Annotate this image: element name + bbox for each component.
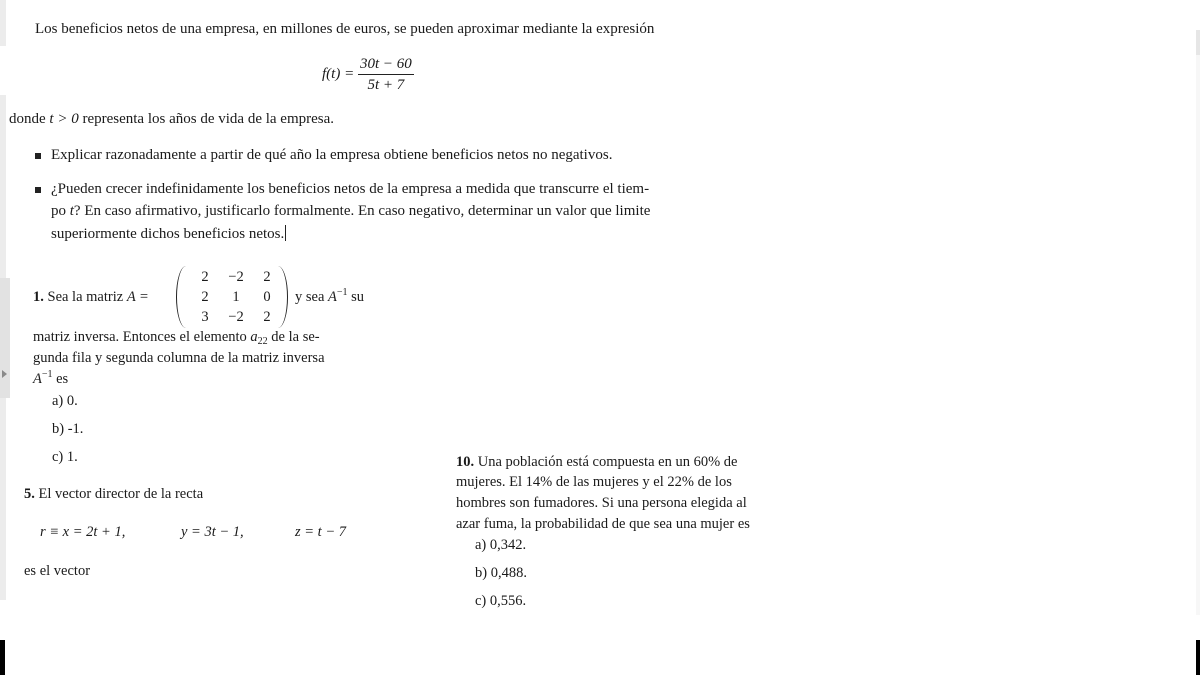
text-fragment: Una población está compuesta en un 60% de xyxy=(474,454,738,470)
matrix-name: A = xyxy=(126,289,149,305)
matrix-cell: 0 xyxy=(263,289,271,305)
question-number: 10. xyxy=(456,454,475,470)
text-fragment: Sea la matriz xyxy=(43,289,127,305)
option-label: b) xyxy=(475,565,488,581)
q1-option-b[interactable] xyxy=(52,421,83,438)
expand-arrow-icon[interactable] xyxy=(2,370,7,378)
problem-intro: Los beneficios netos de una empresa, en millones de euros, se pueden aproximar mediante la expresión xyxy=(35,21,655,37)
q10-line1 xyxy=(456,454,737,471)
q5-eq3: z = t − 7 xyxy=(295,524,346,540)
text-fragment: es xyxy=(52,371,69,387)
text-fragment: y sea xyxy=(295,289,329,305)
formula-lhs: f(t) = xyxy=(322,66,355,82)
option-value: -1. xyxy=(67,421,84,437)
text-fragment: po xyxy=(51,203,70,219)
side-panel-handle[interactable] xyxy=(0,278,10,398)
option-label: a) xyxy=(475,537,487,553)
text-fragment: superiormente dichos beneficios netos. xyxy=(51,226,285,242)
option-label: c) xyxy=(52,449,64,465)
q5-line1 xyxy=(24,486,203,503)
matrix-cell: 2 xyxy=(201,269,209,285)
left-edge-strip xyxy=(0,0,6,46)
variable-t: t xyxy=(69,203,74,219)
q1-option-c[interactable] xyxy=(52,449,78,466)
text-fragment: su xyxy=(347,289,365,305)
q5-eq2: y = 3t − 1, xyxy=(181,524,244,540)
matrix-cell: 1 xyxy=(232,289,240,305)
bullet-icon xyxy=(35,187,41,193)
q1-line4 xyxy=(33,371,68,388)
option-value: 0,342. xyxy=(489,537,527,553)
matrix-cell: 2 xyxy=(201,289,209,305)
option-value: 0,488. xyxy=(490,565,527,581)
q10-option-c[interactable] xyxy=(475,593,526,610)
option-value: 0. xyxy=(66,393,78,409)
text-fragment: El vector director de la recta xyxy=(34,486,204,502)
element-var: a xyxy=(250,329,258,345)
matrix-cell: 3 xyxy=(201,309,209,325)
q1-line1-tail xyxy=(295,289,364,306)
q1-option-a[interactable] xyxy=(52,393,78,410)
option-value: 1. xyxy=(66,449,78,465)
matrix-cell: −2 xyxy=(228,269,244,285)
inverse-var: A xyxy=(328,289,337,305)
condition-suffix: representa los años de vida de la empresa. xyxy=(78,111,335,127)
q1-line1 xyxy=(33,289,149,306)
text-fragment: ? En caso afirmativo, justificarlo formalmente. En caso negativo, determinar un valor que limite xyxy=(73,203,651,219)
q10-line4: azar fuma, la probabilidad de que sea una mujer es xyxy=(456,516,750,532)
formula-fraction xyxy=(358,54,414,95)
option-value: 0,556. xyxy=(489,593,527,609)
bullet-item-2-line2 xyxy=(51,203,650,220)
option-label: c) xyxy=(475,593,487,609)
left-black-bar xyxy=(0,640,5,675)
question-number: 5. xyxy=(24,486,35,502)
left-paren xyxy=(176,266,187,328)
q5-eq1: r ≡ x = 2t + 1, xyxy=(40,524,126,540)
scrollbar-thumb[interactable] xyxy=(1196,30,1200,55)
element-subscript: 22 xyxy=(257,336,268,347)
bullet-icon xyxy=(35,153,41,159)
bullet-item-2-line3[interactable] xyxy=(51,225,286,243)
inverse-var: A xyxy=(33,371,42,387)
q1-line3: gunda fila y segunda columna de la matriz inversa xyxy=(33,350,325,366)
q10-option-a[interactable] xyxy=(475,537,526,554)
formula-denominator: 5t + 7 xyxy=(367,77,405,93)
text-fragment: de la se- xyxy=(267,329,320,345)
bullet-item-2-line1: ¿Pueden crecer indefinidamente los beneficios netos de la empresa a medida que transcurre el tiem- xyxy=(51,181,650,197)
scrollbar-track[interactable] xyxy=(1196,55,1200,615)
q10-line3: hombres son fumadores. Si una persona elegida al xyxy=(456,495,747,511)
matrix-a xyxy=(176,266,288,328)
condition-prefix: donde xyxy=(9,111,50,127)
matrix-cell: 2 xyxy=(263,309,271,325)
q10-line2: mujeres. El 14% de las mujeres y el 22% de los xyxy=(456,474,732,490)
question-number: 1. xyxy=(33,289,44,305)
text-fragment: matriz inversa. Entonces el elemento xyxy=(33,329,251,345)
q5-tail: es el vector xyxy=(24,563,91,579)
right-paren xyxy=(277,266,288,328)
text-cursor xyxy=(285,225,286,241)
q10-option-b[interactable] xyxy=(475,565,527,582)
option-label: a) xyxy=(52,393,64,409)
condition-line xyxy=(9,111,334,128)
bullet-item-1: Explicar razonadamente a partir de qué año la empresa obtiene beneficios netos no negativos. xyxy=(51,147,613,163)
q1-line2 xyxy=(33,329,320,346)
matrix-cell: −2 xyxy=(228,309,244,325)
condition-math: t > 0 xyxy=(49,111,79,127)
matrix-cell: 2 xyxy=(263,269,271,285)
formula-numerator: 30t − 60 xyxy=(358,54,414,75)
right-black-bar xyxy=(1196,640,1200,675)
inverse-exponent: −1 xyxy=(41,369,53,380)
matrix-grid xyxy=(192,267,280,327)
formula xyxy=(322,54,414,95)
inverse-exponent: −1 xyxy=(336,287,348,298)
option-label: b) xyxy=(52,421,65,437)
